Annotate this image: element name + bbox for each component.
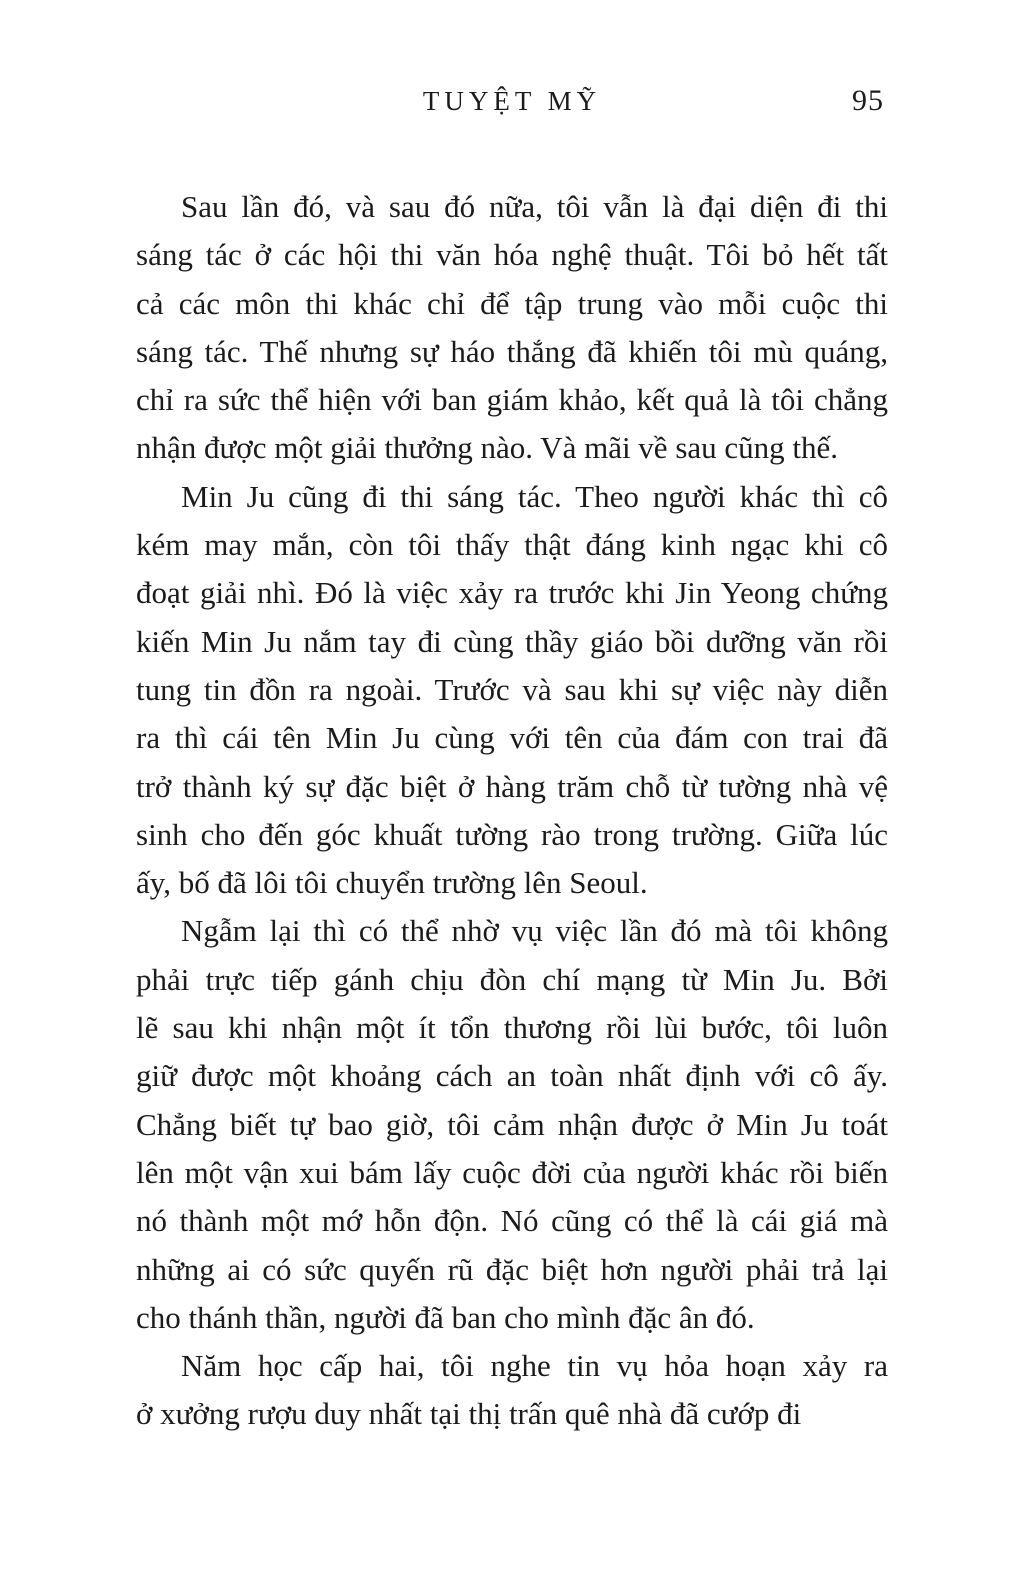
text-line: Ngẫm lại thì có thể nhờ vụ việc lần đó mà tôi không	[181, 913, 888, 949]
page-number: 95	[852, 84, 884, 117]
text-line: những ai có sức quyến rũ đặc biệt hơn người phải trả lại	[136, 1251, 888, 1287]
text-line: lẽ sau khi nhận một ít tổn thương rồi lùi bước, tôi luôn	[136, 1010, 888, 1046]
text-line: sáng tác ở các hội thi văn hóa nghệ thuật. Tôi bỏ hết tất	[136, 237, 888, 273]
text-line: kiến Min Ju nắm tay đi cùng thầy giáo bồi dưỡng văn rồi	[136, 623, 888, 659]
text-line: Chẳng biết tự bao giờ, tôi cảm nhận được ở Min Ju toát	[136, 1106, 888, 1142]
page-body	[136, 183, 888, 1439]
paragraph	[136, 183, 888, 473]
paragraph	[136, 1342, 888, 1439]
text-line: đoạt giải nhì. Đó là việc xảy ra trước khi Jin Yeong chứng	[136, 575, 888, 611]
text-line: Sau lần đó, và sau đó nữa, tôi vẫn là đại diện đi thi	[181, 189, 888, 224]
text-line: ra thì cái tên Min Ju cùng với tên của đám con trai đã	[136, 720, 888, 756]
text-line: sinh cho đến góc khuất tường rào trong trường. Giữa lúc	[136, 816, 888, 852]
text-line: kém may mắn, còn tôi thấy thật đáng kinh ngạc khi cô	[136, 527, 888, 563]
text-line: chỉ ra sức thể hiện với ban giám khảo, kết quả là tôi chẳng	[136, 382, 888, 418]
text-line: ấy, bố đã lôi tôi chuyển trường lên Seoul.	[136, 865, 648, 901]
text-line: Min Ju cũng đi thi sáng tác. Theo người khác thì cô	[181, 478, 888, 514]
text-line: nó thành một mớ hỗn độn. Nó cũng có thể là cái giá mà	[136, 1203, 888, 1239]
text-line: phải trực tiếp gánh chịu đòn chí mạng từ Min Ju. Bởi	[136, 961, 888, 997]
running-title: TUYỆT MỸ	[422, 86, 602, 116]
text-line: cả các môn thi khác chỉ để tập trung vào mỗi cuộc thi	[136, 285, 888, 321]
text-line: cho thánh thần, người đã ban cho mình đặc ân đó.	[136, 1299, 755, 1335]
page-header	[136, 84, 888, 118]
text-line: ở xưởng rượu duy nhất tại thị trấn quê nhà đã cướp đi	[136, 1396, 802, 1432]
text-line: trở thành ký sự đặc biệt ở hàng trăm chỗ từ tường nhà vệ	[136, 768, 888, 804]
text-line: giữ được một khoảng cách an toàn nhất định với cô ấy.	[136, 1058, 888, 1094]
paragraph	[136, 473, 888, 908]
text-line: lên một vận xui bám lấy cuộc đời của người khác rồi biến	[136, 1154, 888, 1190]
text-line: sáng tác. Thế nhưng sự háo thắng đã khiến tôi mù quáng,	[136, 333, 888, 369]
text-line: tung tin đồn ra ngoài. Trước và sau khi sự việc này diễn	[136, 671, 888, 707]
paragraph	[136, 907, 888, 1342]
text-line: nhận được một giải thưởng nào. Và mãi về sau cũng thế.	[136, 430, 839, 466]
text-line: Năm học cấp hai, tôi nghe tin vụ hỏa hoạn xảy ra	[181, 1348, 888, 1384]
